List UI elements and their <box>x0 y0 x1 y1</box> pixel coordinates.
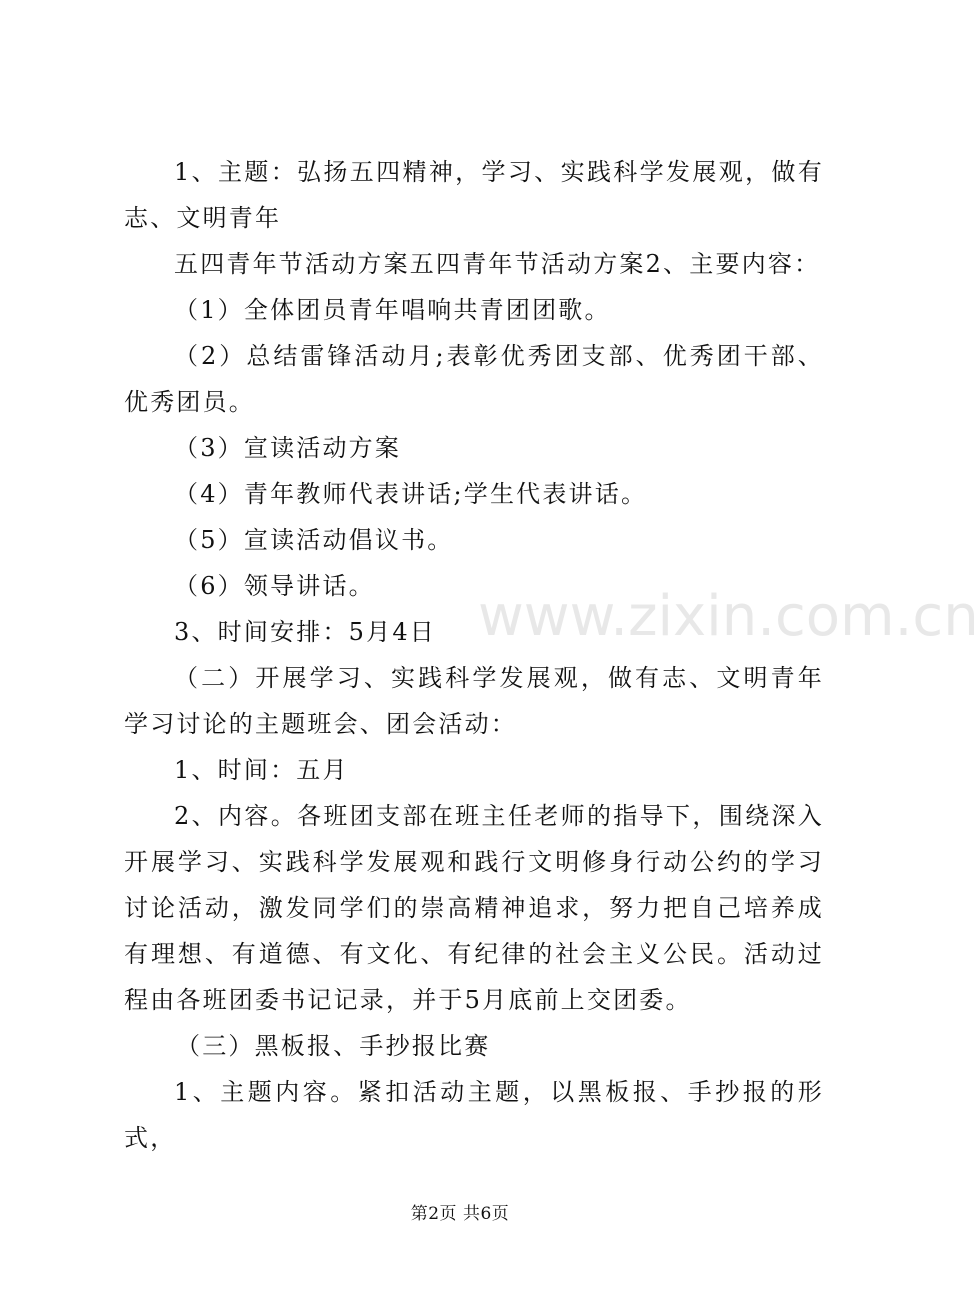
paragraph-theme-content: 1、主题内容。紧扣活动主题，以黑板报、手抄报的形式， <box>124 1078 824 1152</box>
paragraph-theme: 1、主题：弘扬五四精神，学习、实践科学发展观，做有志、文明青年 <box>124 158 824 232</box>
paragraph-time: 1、时间：五月 <box>174 756 349 784</box>
watermark: www.zixin.com.cn <box>478 584 979 649</box>
page-number-footer: 第2页 共6页 <box>410 1204 510 1224</box>
paragraph-item-1: （1）全体团员青年唱响共青团团歌。 <box>174 296 611 324</box>
paragraph-item-4: （4）青年教师代表讲话;学生代表讲话。 <box>174 480 648 508</box>
paragraph-section-2: （二）开展学习、实践科学发展观，做有志、文明青年学习讨论的主题班会、团会活动： <box>124 664 824 738</box>
paragraph-item-6: （6）领导讲话。 <box>174 572 375 600</box>
paragraph-main-content: 五四青年节活动方案五四青年节活动方案2、主要内容： <box>174 250 821 278</box>
paragraph-item-3: （3）宣读活动方案 <box>174 434 402 462</box>
paragraph-content: 2、内容。各班团支部在班主任老师的指导下，围绕深入开展学习、实践科学发展观和践行文明修身行动公约的学习讨论活动，激发同学们的崇高精神追求，努力把自己培养成有理想、有道德、有文化、有纪律的社会主义公民。活动过程由各班团委书记记录，并于5月底前上交团委。 <box>124 802 824 1014</box>
paragraph-schedule: 3、时间安排：5月4日 <box>174 618 437 646</box>
document-body <box>124 149 824 1161</box>
paragraph-section-3: （三）黑板报、手抄报比赛 <box>176 1032 491 1060</box>
paragraph-item-5: （5）宣读活动倡议书。 <box>174 526 454 554</box>
paragraph-item-2: （2）总结雷锋活动月;表彰优秀团支部、优秀团干部、优秀团员。 <box>124 342 824 416</box>
